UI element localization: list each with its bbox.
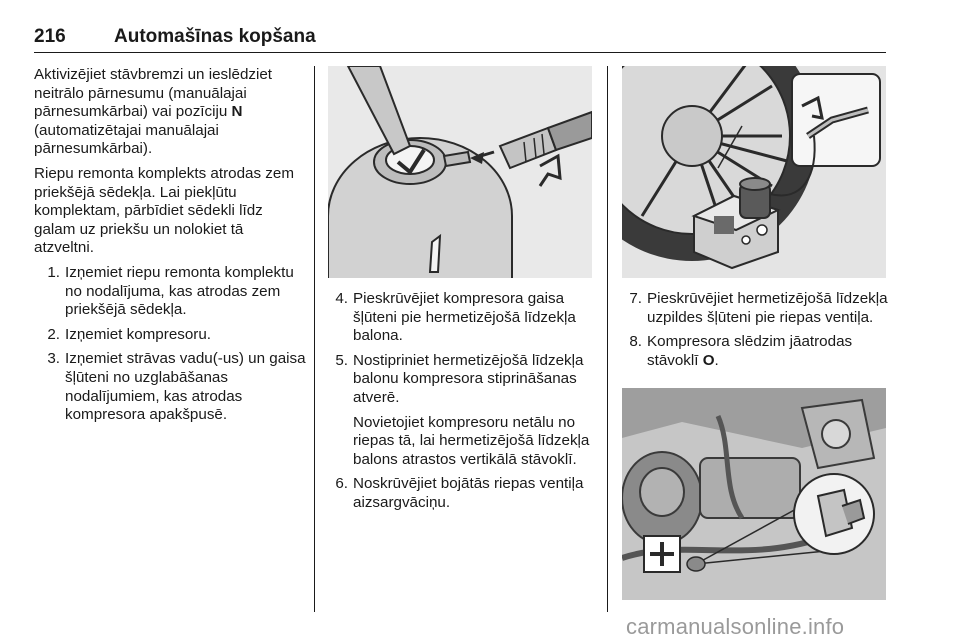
intro-paragraph: Aktivizējiet stāvbremzi un ieslēdziet neitrālo pārnesumu (manuālajai pārnesumkārbai) vai pozīciju N (automatizētajai manuālajai pārnesumkārbai). xyxy=(34,66,273,158)
step-4: 4. Pieskrūvējiet kompresora gaisa šļūteni pie hermetizējošā līdzekļa balona. xyxy=(335,290,576,345)
engine-compartment-illustration xyxy=(622,388,886,600)
step-6: 6. Noskrūvējiet bojātās riepas ventiļa aizsargvāciņu. xyxy=(335,475,584,511)
column-3 xyxy=(622,290,888,376)
steps-list-2 xyxy=(328,290,596,513)
step-3: 3. Izņemiet strāvas vadu(-us) un gaisa šļūteni no uzglabāšanas nodalījumiem, kas atrodas kompresora apakšpusē. xyxy=(47,350,306,424)
page-title: Automašīnas kopšana xyxy=(114,26,316,47)
step-8: 8. Kompresora slēdzim jāatrodas stāvoklī O. xyxy=(629,333,853,369)
figure-compressor-wheel xyxy=(622,66,886,278)
steps-list-1 xyxy=(34,264,306,425)
page-header xyxy=(34,26,886,53)
column-divider-2 xyxy=(607,66,608,612)
page-number: 216 xyxy=(34,26,66,47)
step-5-note: Novietojiet kompresoru netālu no riepas tā, lai hermetizējošā līdzekļa balons atrastos vertikālā stāvoklī. xyxy=(353,413,590,468)
watermark: carmanualsonline.info xyxy=(626,614,845,639)
step-5: 5. Nostipriniet hermetizējošā līdzekļa balonu kompresora stiprināšanas atverē. Novietojiet kompresoru netālu no riepas tā, lai hermetizējošā līdzekļa balons atrastos vertikālā stāvoklī. xyxy=(328,352,596,470)
column-2 xyxy=(328,290,596,519)
gear-position-n: N xyxy=(231,103,243,121)
column-divider-1 xyxy=(314,66,315,612)
step-1: 1. Izņemiet riepu remonta komplektu no nodalījuma, kas atrodas zem priekšējā sēdekļa. xyxy=(47,263,294,319)
switch-position-o: O xyxy=(702,351,715,369)
steps-list-3 xyxy=(622,290,888,370)
hose-bottle-illustration xyxy=(328,66,592,278)
step-7: 7. Pieskrūvējiet hermetizējošā līdzekļa uzpildes šļūteni pie riepas ventiļa. xyxy=(629,290,888,326)
figure-hose-to-bottle xyxy=(328,66,592,278)
compressor-wheel-illustration xyxy=(622,66,886,278)
step-2: 2. Izņemiet kompresoru. xyxy=(47,325,212,343)
figure-engine-compartment xyxy=(622,388,886,600)
location-paragraph: Riepu remonta komplekts atrodas zem priekšējā sēdekļa. Lai piekļūtu komplektam, pārbīdiet sēdekli līdz galam uz priekšu un nolokiet tā atzveltni. xyxy=(34,164,294,257)
column-1 xyxy=(34,66,306,431)
